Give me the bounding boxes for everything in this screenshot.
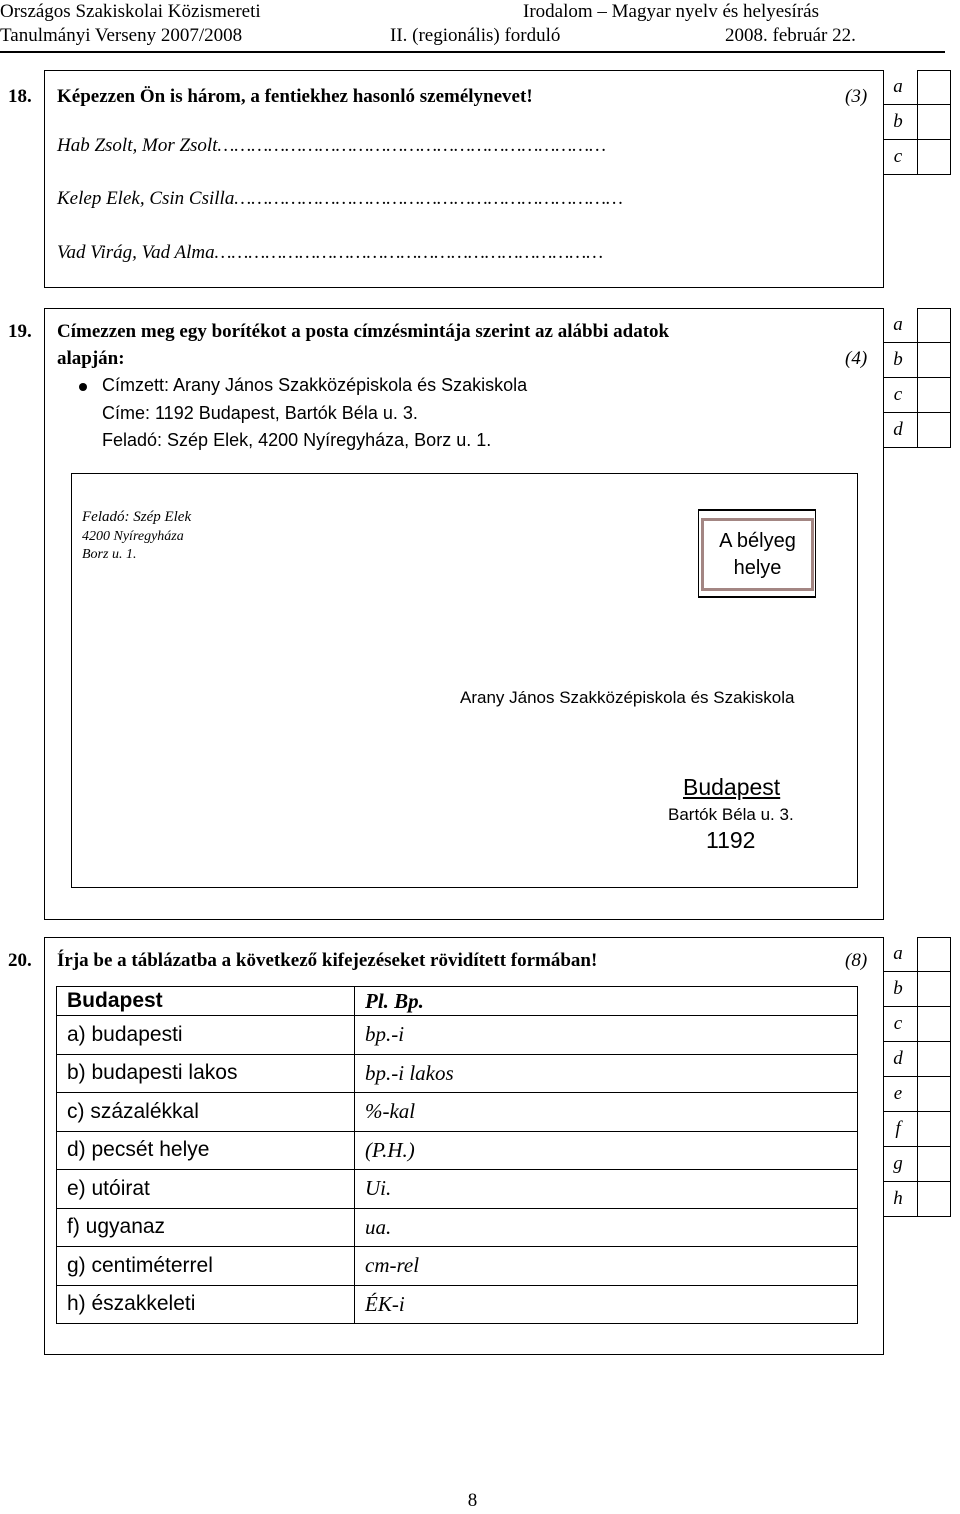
task19-score-boxes	[883, 308, 951, 448]
term-cell: f) ugyanaz	[57, 1208, 355, 1247]
abbr-cell[interactable]: Ui.	[355, 1170, 858, 1209]
task20-points: (8)	[845, 950, 868, 971]
header-mid-line1: Irodalom – Magyar nyelv és helyesírás	[523, 1, 819, 22]
score-box[interactable]	[917, 105, 951, 140]
abbr-cell[interactable]: cm-rel	[355, 1247, 858, 1286]
score-label: c	[893, 384, 903, 405]
score-box[interactable]	[917, 1007, 951, 1042]
term-cell: b) budapesti lakos	[57, 1054, 355, 1093]
score-box[interactable]	[917, 972, 951, 1007]
envelope-sender-city: 4200 Nyíregyháza	[82, 529, 184, 544]
score-label: d	[893, 419, 903, 440]
task20-title: Írja be a táblázatba a következő kifejezéseket rövidített formában!	[57, 950, 598, 971]
score-label: h	[893, 1188, 903, 1209]
score-box[interactable]	[917, 937, 951, 972]
table-row	[57, 1131, 858, 1170]
score-label: a	[893, 76, 903, 97]
table-row	[57, 1054, 858, 1093]
stamp-label-line1: A bélyeg	[719, 530, 796, 552]
table-row	[57, 1285, 858, 1324]
table-row	[57, 1016, 858, 1055]
score-label: g	[893, 1153, 903, 1174]
task18-line-2: Kelep Elek, Csin Csilla……………………………………………………………	[57, 188, 623, 209]
table-header-row	[57, 987, 858, 1016]
abbreviation-table	[56, 986, 858, 1324]
envelope-city: Budapest	[683, 774, 781, 800]
score-label: b	[893, 111, 903, 132]
envelope-street: Bartók Béla u. 3.	[668, 805, 794, 824]
term-cell: h) északkeleti	[57, 1285, 355, 1324]
table-row	[57, 1170, 858, 1209]
task18-score-boxes	[883, 70, 951, 175]
stamp-label	[701, 528, 814, 582]
score-box[interactable]	[917, 413, 951, 448]
task18-line-3: Vad Virág, Vad Alma……………………………………………………………	[57, 242, 604, 263]
table-row	[57, 1093, 858, 1132]
term-cell: e) utóirat	[57, 1170, 355, 1209]
score-box[interactable]	[917, 1182, 951, 1217]
task19-title-line2: alapján:	[57, 348, 125, 369]
header-mid-line2: II. (regionális) forduló	[390, 25, 561, 46]
abbr-cell[interactable]: ua.	[355, 1208, 858, 1247]
score-box[interactable]	[917, 1112, 951, 1147]
task19-title-line1: Címezzen meg egy borítékot a posta címzésmintája szerint az alábbi adatok	[57, 321, 670, 342]
abbr-cell[interactable]: (P.H.)	[355, 1131, 858, 1170]
table-row	[57, 1208, 858, 1247]
envelope-sender-street: Borz u. 1.	[82, 547, 137, 562]
stamp-label-line2: helye	[733, 557, 782, 579]
header-left-line1: Országos Szakiskolai Közismereti	[0, 1, 261, 22]
score-label: a	[893, 943, 903, 964]
term-cell: a) budapesti	[57, 1016, 355, 1055]
score-label: b	[893, 349, 903, 370]
score-box[interactable]	[917, 1042, 951, 1077]
example-term: Budapest	[57, 987, 355, 1016]
page-number: 8	[467, 1490, 478, 1511]
score-box[interactable]	[917, 1147, 951, 1182]
score-box[interactable]	[917, 343, 951, 378]
task18-number: 18.	[8, 86, 32, 107]
term-cell: c) százalékkal	[57, 1093, 355, 1132]
task18-title: Képezzen Ön is három, a fentiekhez hasonló személynevet!	[57, 86, 533, 107]
score-label: d	[893, 1048, 903, 1069]
header-date: 2008. február 22.	[725, 25, 856, 46]
score-box[interactable]	[917, 378, 951, 413]
task20-score-boxes	[883, 937, 951, 1217]
task19-points: (4)	[845, 348, 868, 369]
score-label: f	[895, 1118, 901, 1139]
task19-addressee: Címzett: Arany János Szakközépiskola és Szakiskola	[102, 375, 528, 395]
term-cell: d) pecsét helye	[57, 1131, 355, 1170]
task19-number: 19.	[8, 321, 32, 342]
example-abbr: Pl. Bp.	[355, 987, 858, 1016]
abbr-cell[interactable]: %-kal	[355, 1093, 858, 1132]
envelope-zip: 1192	[706, 827, 756, 853]
header-rule	[0, 51, 945, 53]
header-left-line2: Tanulmányi Verseny 2007/2008	[0, 25, 243, 46]
task19-sender: Feladó: Szép Elek, 4200 Nyíregyháza, Borz u. 1.	[102, 430, 492, 450]
envelope-sender-name: Feladó: Szép Elek	[82, 509, 192, 525]
score-label: c	[893, 146, 903, 167]
score-box[interactable]	[917, 70, 951, 105]
task20-number: 20.	[8, 950, 32, 971]
score-box[interactable]	[917, 140, 951, 175]
score-box[interactable]	[917, 308, 951, 343]
score-label: e	[893, 1083, 903, 1104]
score-label: c	[893, 1013, 903, 1034]
abbr-cell[interactable]: bp.-i lakos	[355, 1054, 858, 1093]
score-label: a	[893, 314, 903, 335]
task19-address: Címe: 1192 Budapest, Bartók Béla u. 3.	[102, 403, 418, 423]
abbr-cell[interactable]: bp.-i	[355, 1016, 858, 1055]
bullet-icon	[79, 383, 87, 391]
task18-points: (3)	[845, 86, 868, 107]
table-row	[57, 1247, 858, 1286]
abbr-cell[interactable]: ÉK-i	[355, 1285, 858, 1324]
task18-line-1: Hab Zsolt, Mor Zsolt……………………………………………………………	[57, 135, 607, 156]
score-box[interactable]	[917, 1077, 951, 1112]
envelope-recipient-name: Arany János Szakközépiskola és Szakiskola	[460, 688, 795, 707]
score-label: b	[893, 978, 903, 999]
term-cell: g) centiméterrel	[57, 1247, 355, 1286]
